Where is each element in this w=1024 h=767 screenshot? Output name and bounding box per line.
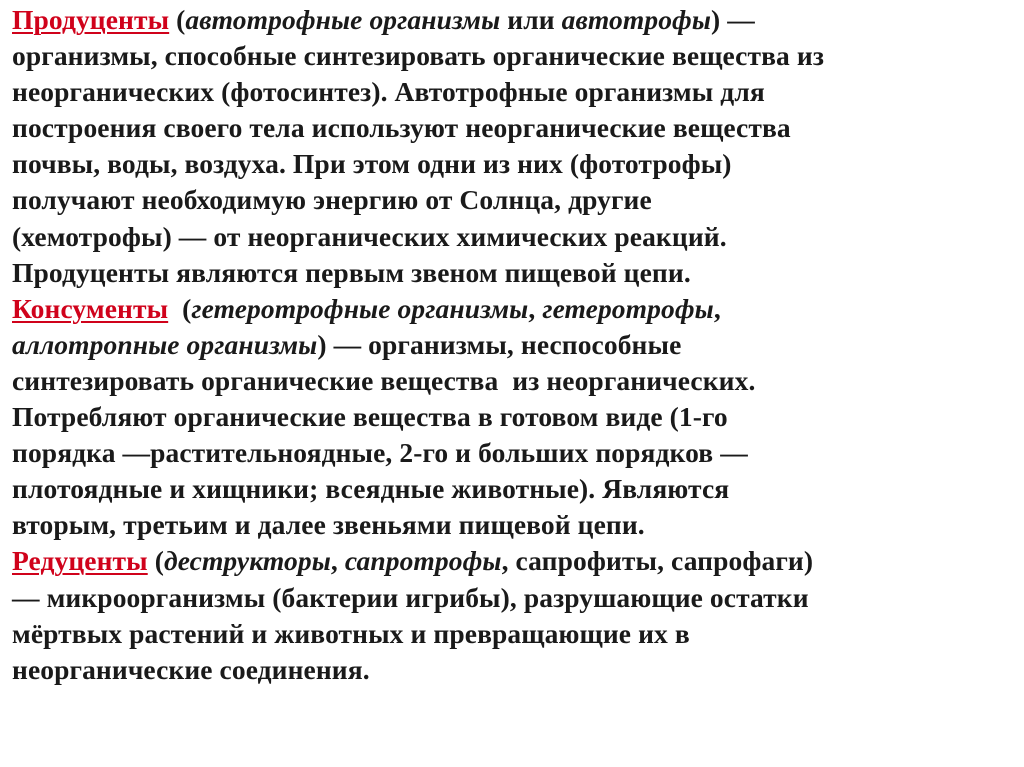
italic-fragment: автотрофы <box>561 4 712 35</box>
decomposers-line-2: — микроорганизмы (бактерии игрибы), разрушающие остатки <box>12 581 809 613</box>
producers-line-7: (хемотрофы) — от неорганических химических реакций. <box>12 220 727 252</box>
italic-fragment: автотрофные организмы <box>185 4 501 35</box>
text-fragment: или <box>500 4 562 35</box>
text-fragment: ) — <box>711 4 755 35</box>
producers-line-1 <box>12 2 1010 38</box>
consumers-line-5: порядка —растительноядные, 2-го и больших порядков — <box>12 437 748 469</box>
text-fragment: ( <box>147 545 164 577</box>
text-fragment: , <box>713 292 721 324</box>
producers-line-6: получают необходимую энергию от Солнца, другие <box>12 184 652 216</box>
text-fragment: ) — организмы, неспособные <box>317 328 682 360</box>
consumers-line-7: вторым, третьим и далее звеньями пищевой цепи. <box>12 509 645 541</box>
slide-text <box>12 2 1010 688</box>
consumers-line-2 <box>12 327 1010 363</box>
consumers-line-3: синтезировать органические вещества из неорганических. <box>12 364 756 396</box>
italic-fragment: аллотропные организмы <box>12 328 318 360</box>
term-consumers: Консументы <box>12 292 169 324</box>
term-producers: Продуценты <box>12 4 170 35</box>
text-fragment: , <box>330 545 345 577</box>
italic-fragment: сапротрофы <box>344 545 502 577</box>
text-fragment: , сапрофиты, сапрофаги) <box>501 545 814 577</box>
decomposers-line-4: неорганические соединения. <box>12 653 370 685</box>
consumers-line-6: плотоядные и хищники; всеядные животные). Являются <box>12 473 730 505</box>
term-decomposers: Редуценты <box>12 545 148 577</box>
consumers-line-4: Потребляют органические вещества в готовом виде (1-го <box>12 401 728 433</box>
decomposers-line-1 <box>12 543 1010 579</box>
producers-line-4: построения своего тела используют неорганические вещества <box>12 112 791 144</box>
decomposers-line-3: мёртвых растений и животных и превращающие их в <box>12 617 690 649</box>
consumers-paragraph <box>12 291 1010 544</box>
text-fragment: ( <box>169 4 186 35</box>
producers-line-5: почвы, воды, воздуха. При этом одни из них (фототрофы) <box>12 148 732 180</box>
producers-line-2: организмы, способные синтезировать органические вещества из <box>12 40 824 72</box>
decomposers-paragraph <box>12 543 1010 687</box>
text-fragment: , <box>528 292 543 324</box>
italic-fragment: деструкторы <box>163 545 331 577</box>
producers-line-3: неорганических (фотосинтез). Автотрофные организмы для <box>12 76 765 108</box>
italic-fragment: гетеротрофные организмы <box>191 292 529 324</box>
italic-fragment: гетеротрофы <box>542 292 714 324</box>
producers-paragraph <box>12 2 1010 291</box>
text-fragment: ( <box>168 292 192 324</box>
consumers-line-1 <box>12 291 1010 327</box>
producers-line-8: Продуценты являются первым звеном пищевой цепи. <box>12 256 691 288</box>
